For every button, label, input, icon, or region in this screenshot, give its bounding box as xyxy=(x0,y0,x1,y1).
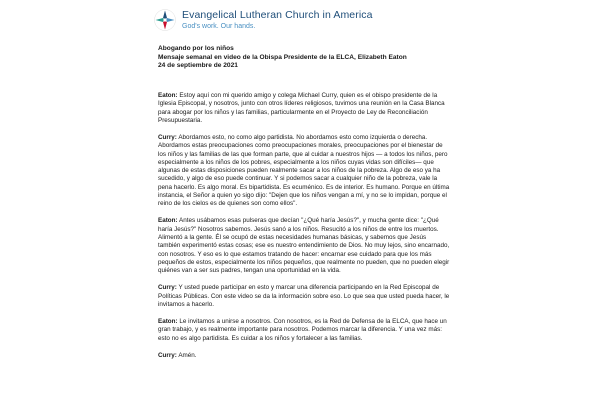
paragraph-text: Amén. xyxy=(178,351,197,359)
paragraph-text: Abordamos esto, no como algo partidista. No abordamos esto como izquierda o derecha. Abordamos estas preocupaciones como preocupaciones morales, preocupaciones por el bienestar de los niños y las familias de las que forman parte, que al cuidar a nuestros hijos — a todos los niños, pero especialmente a los niños de los pobres, especialmente a los niños cuyas vidas son difíciles— que algunas de estas disposiciones pueden realmente sacar a los niños de la pobreza. Algo de eso ya ha sucedido, y algo de eso puede continuar. Y si podemos sacar a cualquier niño de la pobreza, vale la pena hacerlo. Es algo moral. Es bipartidista. Es ecuménico. Es de interior. Es humano. Porque en última instancia, el Señor a quien yo sigo dijo: "Dejen que los niños vengan a mí, y no se lo impidan, porque el reino de los cielos es de quienes son como ellos". xyxy=(158,133,450,208)
elca-cross-logo-icon xyxy=(154,9,176,31)
speaker-label: Eaton: xyxy=(158,92,178,99)
speaker-label: Curry: xyxy=(158,351,177,359)
transcript-paragraph xyxy=(158,284,450,309)
speaker-label: Eaton: xyxy=(158,217,178,225)
organization-name: Evangelical Lutheran Church in America xyxy=(182,9,373,22)
speaker-label: Eaton: xyxy=(158,318,178,326)
document-subtitle: Mensaje semanal en video de la Obispa Presidente de la ELCA, Elizabeth Eaton xyxy=(158,53,407,61)
speaker-label: Curry: xyxy=(158,133,177,141)
document-date: 24 de septiembre de 2021 xyxy=(158,62,238,70)
paragraph-text: Y usted puede participar en esto y marcar una diferencia participando en la Red Episcopal de Políticas Públicas. Con este video se da la información sobre eso. Lo que sea que usted pueda hacer, le invitamos a hacerlo. xyxy=(158,284,450,308)
transcript-paragraph xyxy=(158,318,450,343)
organization-tagline: God's work. Our hands. xyxy=(182,22,256,30)
transcript-paragraph xyxy=(158,134,450,209)
document-heading xyxy=(158,45,407,71)
document-title: Abogando por los niños xyxy=(158,45,234,52)
transcript-body xyxy=(158,92,450,369)
paragraph-text: Estoy aquí con mi querido amigo y colega Michael Curry, quien es el obispo presidente de la Iglesia Episcopal, y nosotros, junto con otros líderes religiosos, tuvimos una reunión en la Casa Blanca para abogar por los niños y las familias, particularmente en el Proyecto de Ley de Reconciliación Presupuestaria. xyxy=(158,92,445,124)
paragraph-text: Antes usábamos esas pulseras que decían "¿Qué haría Jesús?", y mucha gente dice: "¿Qué haría Jesús?" Nosotros sabemos. Jesús sanó a los niños. Resucitó a los niños de entre los muertos. Alimentó a la gente. Él se ocupó de estas necesidades humanas básicas, y sabemos que Jesús también experimentó estas cosas; ese es nuestro entendimiento de Dios. No muy lejos, sino encarnado, con nosotros. Y eso es lo que estamos tratando de hacer: encarnar ese cuidado para que los más pequeños de estos, especialmente los niños pequeños, que realmente no pueden, que no pueden elegir quiénes van a ser sus padres, tengan una oportunidad en la vida. xyxy=(158,217,450,275)
transcript-paragraph xyxy=(158,352,450,360)
speaker-label: Curry: xyxy=(158,284,177,292)
transcript-paragraph xyxy=(158,92,450,125)
transcript-paragraph xyxy=(158,217,450,275)
paragraph-text: Le invitamos a unirse a nosotros. Con nosotros, es la Red de Defensa de la ELCA, que hace un gran trabajo, y es realmente importante para nosotros. Podemos marcar la diferencia. Y una vez más: esto no es algo partidista. Es cuidar a los niños y fortalecer a las familias. xyxy=(158,318,447,342)
letterhead xyxy=(154,9,373,31)
